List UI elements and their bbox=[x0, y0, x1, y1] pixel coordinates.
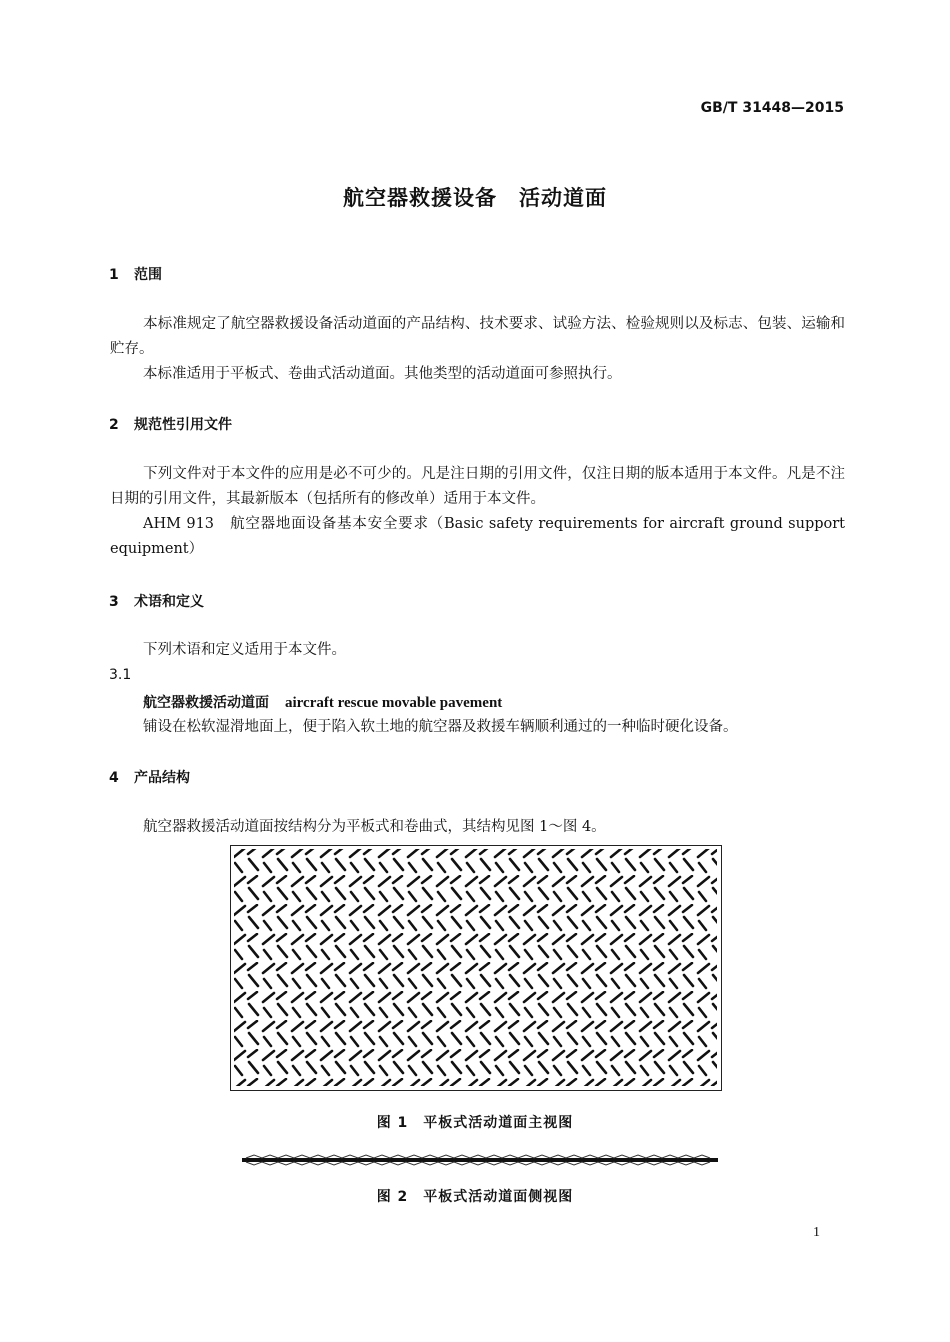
section-1-heading bbox=[109, 264, 162, 284]
section-1-paragraph-2: 本标准适用于平板式、卷曲式活动道面。其他类型的活动道面可参照执行。 bbox=[143, 366, 622, 382]
section-number: 2 bbox=[109, 417, 119, 433]
section-1-paragraph-1 bbox=[110, 312, 845, 362]
section-2-reference bbox=[110, 512, 845, 562]
section-2-paragraph-1 bbox=[110, 462, 845, 512]
section-4-heading bbox=[109, 767, 190, 787]
paragraph-text: 本标准规定了航空器救援设备活动道面的产品结构、技术要求、试验方法、检验规则以及标志、包装、运输和贮存。 bbox=[110, 316, 845, 357]
section-3-heading bbox=[109, 591, 204, 611]
section-number: 3 bbox=[109, 594, 119, 610]
section-title: 范围 bbox=[134, 267, 162, 283]
figure-2-caption: 图 2 平板式活动道面侧视图 bbox=[376, 1189, 574, 1205]
figure-1-caption: 图 1 平板式活动道面主视图 bbox=[376, 1115, 574, 1131]
standard-number: GB/T 31448—2015 bbox=[700, 100, 844, 116]
figure-2-side-view bbox=[242, 1153, 718, 1165]
section-2-heading bbox=[109, 414, 232, 434]
diamond-plate-pattern-illustration bbox=[231, 846, 720, 1089]
section-number: 1 bbox=[109, 267, 119, 283]
paragraph-text: 下列文件对于本文件的应用是必不可少的。凡是注日期的引用文件，仅注日期的版本适用于本文件。凡是不注日期的引用文件，其最新版本（包括所有的修改单）适用于本文件。 bbox=[110, 466, 845, 507]
term-english: aircraft rescue movable pavement bbox=[285, 695, 503, 711]
figure-1-front-view bbox=[230, 845, 722, 1091]
term-entry bbox=[143, 692, 502, 712]
reference-text: AHM 913 航空器地面设备基本安全要求（Basic safety requirements for aircraft ground support equipment） bbox=[110, 516, 845, 557]
section-3-paragraph-1: 下列术语和定义适用于本文件。 bbox=[143, 642, 346, 658]
page-number: 1 bbox=[813, 1225, 820, 1240]
section-4-paragraph-1: 航空器救援活动道面按结构分为平板式和卷曲式，其结构见图 1～图 4。 bbox=[143, 819, 606, 835]
term-definition: 铺设在松软湿滑地面上，便于陷入软土地的航空器及救援车辆顺利通过的一种临时硬化设备。 bbox=[143, 719, 738, 735]
section-title: 术语和定义 bbox=[134, 594, 204, 610]
document-title: 航空器救援设备 活动道面 bbox=[343, 186, 607, 210]
section-number: 4 bbox=[109, 770, 119, 786]
term-chinese: 航空器救援活动道面 bbox=[143, 695, 269, 711]
section-title: 产品结构 bbox=[134, 770, 190, 786]
section-title: 规范性引用文件 bbox=[134, 417, 232, 433]
side-profile-illustration bbox=[242, 1154, 718, 1166]
subsection-number: 3.1 bbox=[109, 667, 132, 683]
